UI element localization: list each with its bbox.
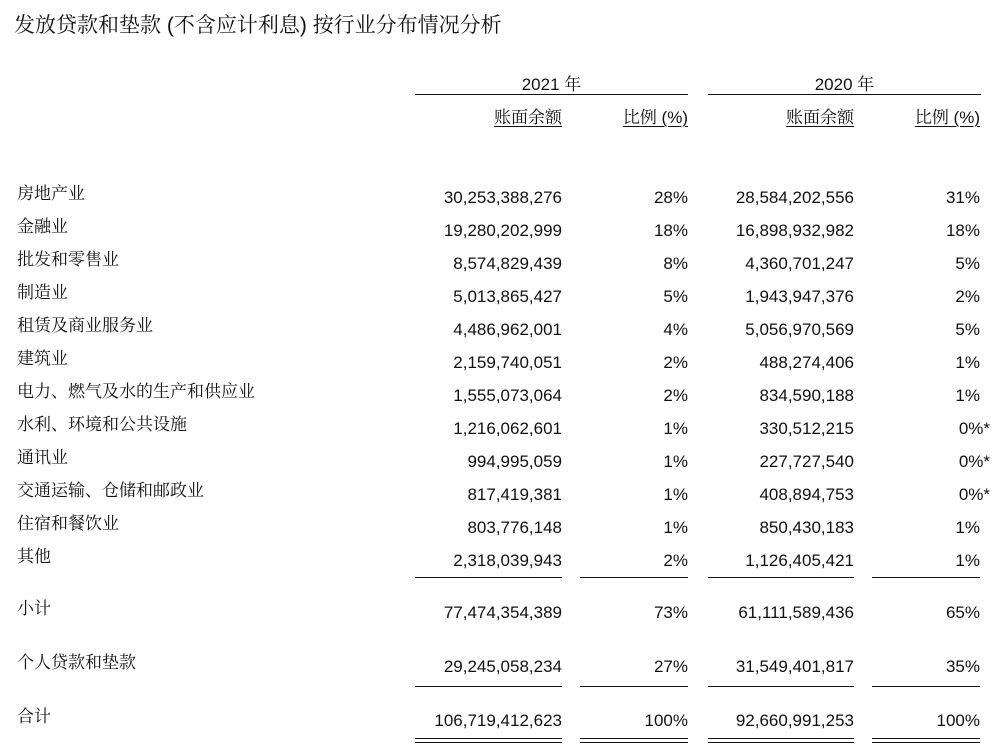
row-label: 批发和零售业 [17, 250, 119, 269]
table-row [0, 447, 1000, 477]
balance-2021: 1,216,062,601 [453, 419, 562, 438]
ratio-2021: 5% [663, 287, 688, 306]
ratio-2021: 73% [653, 603, 688, 622]
table-row [0, 513, 1000, 543]
table-row [0, 546, 1000, 576]
row-label: 房地产业 [17, 184, 85, 203]
total-double-rule [872, 738, 980, 743]
ratio-2020: 1% [955, 353, 980, 372]
row-label: 其他 [17, 547, 51, 566]
balance-2020: 488,274,406 [759, 353, 854, 372]
row-label: 租赁及商业服务业 [17, 316, 153, 335]
year-header-2020: 2020 年 [708, 76, 981, 95]
page-title: 发放贷款和垫款 (不含应计利息) 按行业分布情况分析 [14, 14, 502, 37]
subtotal-row [0, 598, 1000, 628]
row-label: 合计 [17, 707, 51, 726]
ratio-2020: 5% [955, 320, 980, 339]
ratio-2020: 0%* [958, 419, 990, 438]
total-row [0, 706, 1000, 736]
row-label: 建筑业 [17, 349, 68, 368]
balance-2021: 5,013,865,427 [453, 287, 562, 306]
table-row [0, 348, 1000, 378]
balance-2021: 77,474,354,389 [443, 603, 562, 622]
table-row [0, 282, 1000, 312]
row-label: 电力、燃气及水的生产和供应业 [17, 382, 255, 401]
balance-2020: 28,584,202,556 [735, 188, 854, 207]
balance-2020: 227,727,540 [759, 452, 854, 471]
ratio-2020: 35% [945, 657, 980, 676]
balance-2021: 30,253,388,276 [443, 188, 562, 207]
balance-2021: 994,995,059 [467, 452, 562, 471]
ratio-2021: 27% [653, 657, 688, 676]
personal-loans-row [0, 652, 1000, 682]
subtotal-rule [872, 577, 980, 578]
ratio-2021: 4% [663, 320, 688, 339]
col-header-balance-2020: 账面余额 [786, 108, 854, 127]
ratio-2021: 2% [663, 551, 688, 570]
table-row [0, 414, 1000, 444]
ratio-2020: 1% [955, 386, 980, 405]
balance-2020: 61,111,589,436 [738, 603, 854, 622]
subtotal-rule [580, 577, 688, 578]
balance-2021: 817,419,381 [467, 485, 562, 504]
row-label: 交通运输、仓储和邮政业 [17, 481, 204, 500]
ratio-2021: 100% [644, 711, 688, 730]
total-double-rule [580, 738, 688, 743]
ratio-2021: 2% [663, 386, 688, 405]
ratio-2020: 1% [955, 551, 980, 570]
ratio-2021: 28% [653, 188, 688, 207]
balance-2021: 29,245,058,234 [443, 657, 562, 676]
row-label: 水利、环境和公共设施 [17, 415, 187, 434]
balance-2021: 106,719,412,623 [434, 711, 562, 730]
balance-2020: 1,126,405,421 [745, 551, 854, 570]
balance-2021: 1,555,073,064 [453, 386, 562, 405]
ratio-2020: 65% [945, 603, 980, 622]
table-row [0, 249, 1000, 279]
ratio-2020: 0%* [958, 485, 990, 504]
ratio-2021: 1% [663, 518, 688, 537]
balance-2021: 4,486,962,001 [453, 320, 562, 339]
balance-2020: 31,549,401,817 [735, 657, 854, 676]
row-label: 个人贷款和垫款 [17, 653, 136, 672]
ratio-2020: 100% [936, 711, 980, 730]
total-double-rule [415, 738, 562, 743]
ratio-2020: 5% [955, 254, 980, 273]
balance-2021: 8,574,829,439 [453, 254, 562, 273]
balance-2021: 2,318,039,943 [453, 551, 562, 570]
balance-2020: 408,894,753 [759, 485, 854, 504]
col-header-ratio-2021: 比例 (%) [622, 108, 688, 127]
ratio-2020: 1% [955, 518, 980, 537]
table-row [0, 216, 1000, 246]
ratio-2021: 2% [663, 353, 688, 372]
balance-2020: 4,360,701,247 [745, 254, 854, 273]
balance-2020: 92,660,991,253 [735, 711, 854, 730]
balance-2020: 850,430,183 [759, 518, 854, 537]
balance-2020: 834,590,188 [759, 386, 854, 405]
col-header-ratio-2020: 比例 (%) [914, 108, 980, 127]
table-row [0, 480, 1000, 510]
total-rule [580, 686, 688, 687]
row-label: 制造业 [17, 283, 68, 302]
balance-2021: 803,776,148 [467, 518, 562, 537]
balance-2021: 19,280,202,999 [443, 221, 562, 240]
subtotal-rule [708, 577, 854, 578]
balance-2020: 1,943,947,376 [745, 287, 854, 306]
total-double-rule [708, 738, 854, 743]
table-row [0, 315, 1000, 345]
balance-2020: 5,056,970,569 [745, 320, 854, 339]
ratio-2020: 0%* [958, 452, 990, 471]
table-row [0, 183, 1000, 213]
row-label: 金融业 [17, 217, 68, 236]
year-header-2021: 2021 年 [415, 76, 688, 95]
ratio-2020: 2% [955, 287, 980, 306]
total-rule [415, 686, 562, 687]
total-rule [872, 686, 980, 687]
ratio-2021: 1% [663, 452, 688, 471]
total-rule [708, 686, 854, 687]
table-row [0, 381, 1000, 411]
ratio-2021: 1% [663, 485, 688, 504]
balance-2020: 330,512,215 [759, 419, 854, 438]
col-header-balance-2021: 账面余额 [494, 108, 562, 127]
row-label: 住宿和餐饮业 [17, 514, 119, 533]
ratio-2021: 8% [663, 254, 688, 273]
row-label: 通讯业 [17, 448, 68, 467]
ratio-2021: 1% [663, 419, 688, 438]
ratio-2021: 18% [653, 221, 688, 240]
subtotal-rule [415, 577, 562, 578]
balance-2021: 2,159,740,051 [453, 353, 562, 372]
ratio-2020: 31% [945, 188, 980, 207]
row-label: 小计 [17, 599, 51, 618]
balance-2020: 16,898,932,982 [735, 221, 854, 240]
ratio-2020: 18% [945, 221, 980, 240]
